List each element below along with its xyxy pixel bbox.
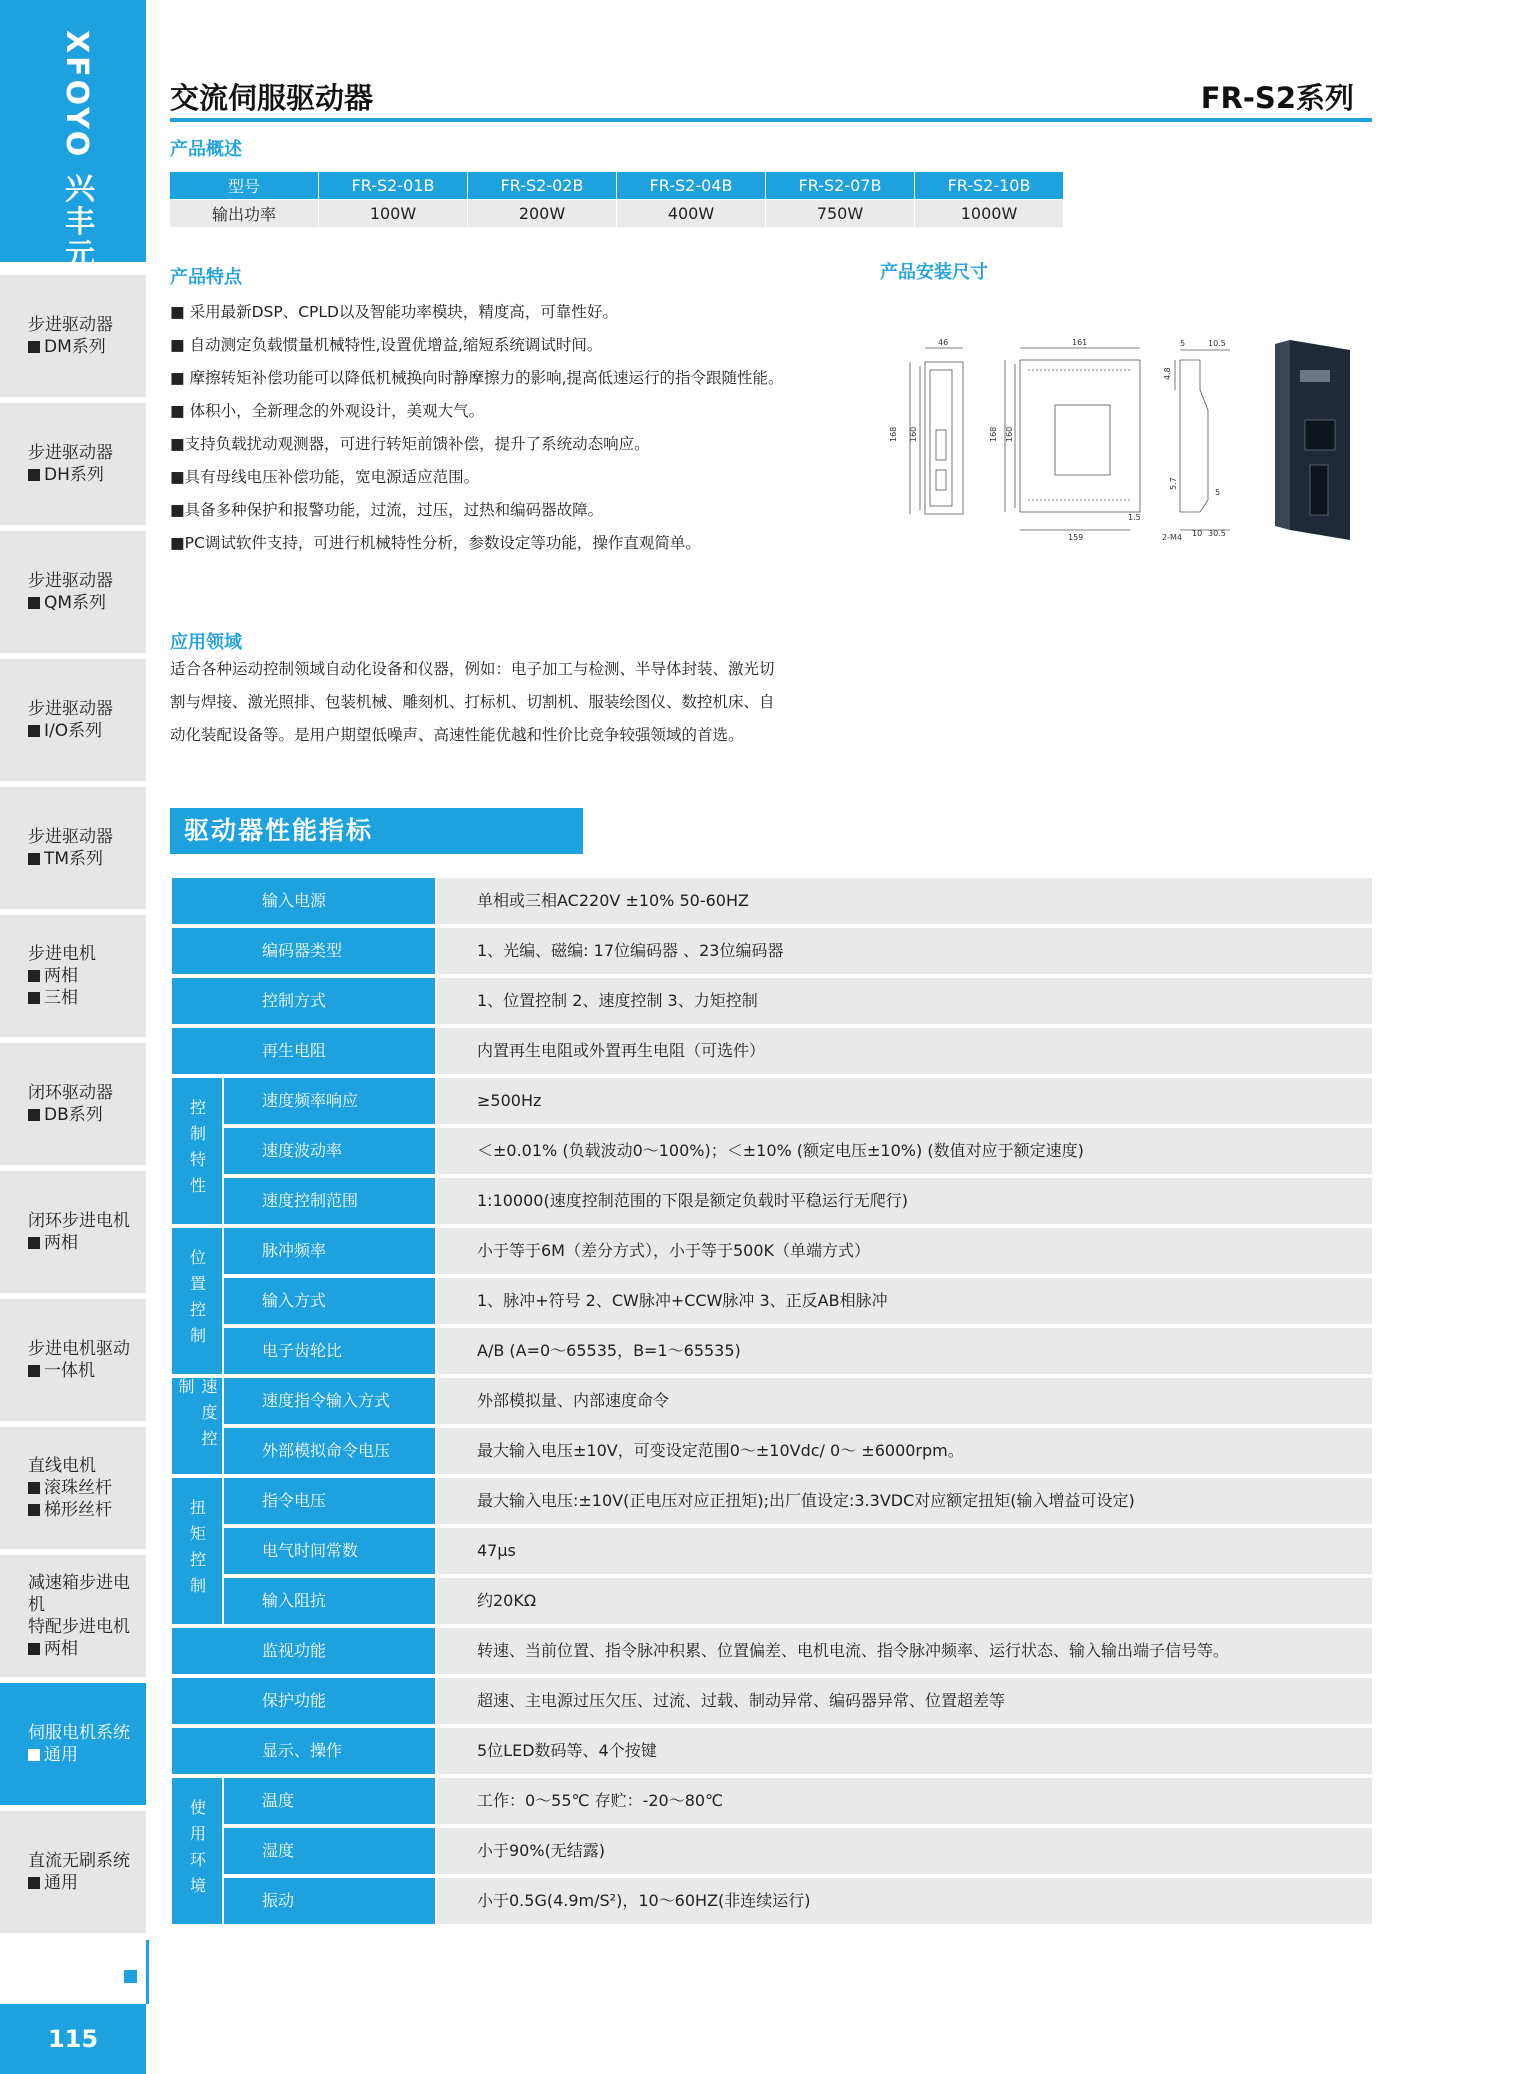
spec-row — [172, 1278, 1372, 1324]
spec-value: 1、位置控制 2、速度控制 3、力矩控制 — [437, 978, 1372, 1024]
sidebar-item-title: 步进驱动器 — [28, 315, 113, 335]
overview-heading: 产品概述 — [170, 139, 242, 160]
spec-value: 1:10000(速度控制范围的下限是额定负载时平稳运行无爬行) — [437, 1178, 1372, 1224]
sidebar-item-db[interactable] — [0, 1043, 146, 1165]
spec-row — [172, 1728, 1372, 1774]
sidebar-item-title: 步进电机驱动 — [28, 1339, 130, 1359]
sidebar-item-sub: 一体机 — [44, 1361, 95, 1381]
dim-label: 10.5 — [1208, 339, 1226, 348]
feature-item: ■ 自动测定负载惯量机械特性,设置优增益,缩短系统调试时间。 — [170, 336, 603, 354]
power-cell: 200W — [468, 200, 617, 228]
power-cell: 100W — [319, 200, 468, 228]
spec-key: 速度控制范围 — [224, 1178, 435, 1224]
spec-row — [172, 1578, 1372, 1624]
spec-key: 速度指令输入方式 — [224, 1378, 435, 1424]
sidebar-item-sub: I/O系列 — [44, 721, 103, 741]
sidebar-item-sub: 两相 — [44, 1233, 78, 1253]
dim-label: 46 — [938, 338, 949, 347]
sidebar-item-bldc[interactable] — [0, 1811, 146, 1933]
sidebar-item-title: 伺服电机系统 — [28, 1723, 130, 1743]
spec-value: 1、光编、磁编: 17位编码器 、23位编码器 — [437, 928, 1372, 974]
sidebar-item-title: 步进驱动器 — [28, 827, 113, 847]
spec-row — [172, 1878, 1372, 1924]
sidebar-item-closed-loop-motor[interactable] — [0, 1171, 146, 1293]
spec-key: 指令电压 — [224, 1478, 435, 1524]
overview-table — [170, 172, 1064, 227]
spec-value: 内置再生电阻或外置再生电阻（可选件） — [437, 1028, 1372, 1074]
model-cell: FR-S2-10B — [915, 172, 1064, 200]
sidebar-divider — [146, 1940, 149, 2004]
spec-row — [172, 978, 1372, 1024]
spec-key: 湿度 — [224, 1828, 435, 1874]
sidebar-item-title: 闭环步进电机 — [28, 1211, 130, 1231]
sidebar-item-title: 直线电机 — [28, 1456, 96, 1476]
dim-label: 2-M4 — [1162, 533, 1182, 542]
sidebar-item-sub: 通用 — [44, 1745, 78, 1765]
sidebar-item-title: 直流无刷系统 — [28, 1851, 130, 1871]
sidebar-item-sub: 两相 — [44, 966, 78, 986]
spec-row — [172, 1228, 1372, 1274]
model-cell: FR-S2-01B — [319, 172, 468, 200]
performance-heading: 驱动器性能指标 — [170, 808, 583, 854]
mounting-view-drawing — [1175, 350, 1230, 530]
power-cell: 750W — [766, 200, 915, 228]
spec-row — [172, 1128, 1372, 1174]
sidebar-item-title: 闭环驱动器 — [28, 1083, 113, 1103]
title-rule — [170, 118, 1372, 122]
spec-value: 1、脉冲+符号 2、CW脉冲+CCW脉冲 3、正反AB相脉冲 — [437, 1278, 1372, 1324]
dim-label: 4.8 — [1163, 367, 1172, 380]
page-title: 交流伺服驱动器 — [170, 81, 374, 115]
spec-row — [172, 1678, 1372, 1724]
spec-key: 速度波动率 — [224, 1128, 435, 1174]
dimensions-heading: 产品安装尺寸 — [880, 262, 988, 283]
sidebar-item-sub: DB系列 — [44, 1105, 103, 1125]
model-label: 型号 — [170, 172, 319, 200]
group-label: 扭矩控制 — [187, 1499, 207, 1603]
dim-label: 5.7 — [1169, 477, 1178, 490]
spec-row — [172, 1328, 1372, 1374]
sidebar-item-sub: 两相 — [44, 1639, 78, 1659]
group-label: 速度控制 — [176, 1378, 218, 1456]
spec-value: 47μs — [437, 1528, 1372, 1574]
dim-label: 30.5 — [1208, 529, 1226, 538]
spec-row — [172, 1078, 1372, 1124]
power-cell: 400W — [617, 200, 766, 228]
spec-key: 振动 — [224, 1878, 435, 1924]
spec-value: 最大输入电压:±10V(正电压对应正扭矩);出厂值设定:3.3VDC对应额定扭矩(输入增益可设定) — [437, 1478, 1372, 1524]
sidebar-item-sub: 梯形丝杆 — [44, 1500, 112, 1520]
dim-label: 5 — [1180, 339, 1186, 348]
sidebar-item-title: 步进驱动器 — [28, 699, 113, 719]
spec-value: ＜±0.01% (负载波动0～100%)；＜±10% (额定电压±10%) (数值对应于额定速度) — [437, 1128, 1372, 1174]
power-cell: 1000W — [915, 200, 1064, 228]
spec-value: 小于90%(无结露) — [437, 1828, 1372, 1874]
feature-item: ■支持负载扰动观测器，可进行转矩前馈补偿，提升了系统动态响应。 — [170, 435, 650, 453]
application-heading: 应用领域 — [170, 632, 242, 653]
spec-row — [172, 1478, 1372, 1524]
spec-value: A/B (A=0～65535，B=1～65535) — [437, 1328, 1372, 1374]
spec-row — [172, 1628, 1372, 1674]
spec-row — [172, 928, 1372, 974]
dimension-drawing — [880, 330, 1380, 545]
sidebar-item-dh[interactable] — [0, 403, 146, 525]
features-heading: 产品特点 — [170, 267, 242, 288]
spec-row — [172, 1528, 1372, 1574]
spec-row — [172, 1178, 1372, 1224]
dim-label: 10 — [1192, 529, 1203, 538]
spec-key: 输入电源 — [172, 878, 435, 924]
spec-value: 约20KΩ — [437, 1578, 1372, 1624]
group-label: 控制特性 — [187, 1099, 207, 1203]
dim-label: 1.5 — [1128, 513, 1141, 522]
spec-value: 转速、当前位置、指令脉冲积累、位置偏差、电机电流、指令脉冲频率、运行状态、输入输出端子信号等。 — [437, 1628, 1372, 1674]
sidebar-item-sub: 三相 — [44, 988, 78, 1008]
sidebar-item-title-2: 特配步进电机 — [28, 1617, 130, 1637]
spec-value: 外部模拟量、内部速度命令 — [437, 1378, 1372, 1424]
spec-row — [172, 1778, 1372, 1824]
dim-label: 168 — [989, 426, 998, 442]
sidebar-item-sub: QM系列 — [44, 593, 107, 613]
sidebar-item-io[interactable] — [0, 659, 146, 781]
dim-label: 160 — [1005, 426, 1014, 442]
feature-item: ■ 体积小，全新理念的外观设计，美观大气。 — [170, 402, 485, 420]
sidebar-item-qm[interactable] — [0, 531, 146, 653]
sidebar-item-sub: 滚珠丝杆 — [44, 1478, 112, 1498]
spec-row — [172, 1378, 1372, 1424]
sidebar-item-sub: TM系列 — [44, 849, 104, 869]
power-label: 输出功率 — [170, 200, 319, 228]
model-cell: FR-S2-07B — [766, 172, 915, 200]
sidebar-item-integrated[interactable] — [0, 1299, 146, 1421]
group-label: 使用环境 — [187, 1799, 207, 1903]
spec-row — [172, 878, 1372, 924]
sidebar-item-sub: DH系列 — [44, 465, 104, 485]
sidebar-item-title: 减速箱步进电机 — [28, 1573, 130, 1615]
sidebar-item-servo[interactable] — [0, 1683, 146, 1805]
spec-key: 输入方式 — [224, 1278, 435, 1324]
sidebar-item-title: 步进驱动器 — [28, 571, 113, 591]
spec-value: 超速、主电源过压欠压、过流、过载、制动异常、编码器异常、位置超差等 — [437, 1678, 1372, 1724]
sidebar-item-title: 步进驱动器 — [28, 443, 113, 463]
model-cell: FR-S2-02B — [468, 172, 617, 200]
sidebar-item-tm[interactable] — [0, 787, 146, 909]
spec-value: 单相或三相AC220V ±10% 50-60HZ — [437, 878, 1372, 924]
feature-item: ■ 采用最新DSP、CPLD以及智能功率模块，精度高，可靠性好。 — [170, 303, 618, 321]
model-cell: FR-S2-04B — [617, 172, 766, 200]
spec-key: 电子齿轮比 — [224, 1328, 435, 1374]
sidebar-item-sub: 通用 — [44, 1873, 78, 1893]
application-text: 适合各种运动控制领域自动化设备和仪器，例如：电子加工与检测、半导体封装、激光切割与焊接、激光照排、包装机械、雕刻机、打标机、切割机、服装绘图仪、数控机床、自动化装配设备等。是用户期望低噪声、高速性能优越和性价比竞争较强领域的首选。 — [170, 660, 775, 744]
feature-item: ■具备多种保护和报警功能，过流，过压，过热和编码器故障。 — [170, 501, 604, 519]
dim-label: 5 — [1215, 488, 1221, 497]
spec-key: 输入阻抗 — [224, 1578, 435, 1624]
spec-key: 脉冲频率 — [224, 1228, 435, 1274]
page-number: 115 — [0, 2004, 146, 2074]
sidebar-item-stepper-motor[interactable] — [0, 915, 146, 1037]
spec-row — [172, 1428, 1372, 1474]
spec-row — [172, 1828, 1372, 1874]
features-list — [170, 296, 784, 560]
spec-key: 监视功能 — [172, 1628, 435, 1674]
sidebar-item-gearbox[interactable] — [0, 1555, 146, 1677]
series-name: FR-S2系列 — [1200, 81, 1354, 115]
spec-value: 最大输入电压±10V，可变设定范围0～±10Vdc/ 0～ ±6000rpm。 — [437, 1428, 1372, 1474]
dim-label: 159 — [1068, 533, 1084, 542]
spec-key: 外部模拟命令电压 — [224, 1428, 435, 1474]
spec-key: 控制方式 — [172, 978, 435, 1024]
spec-key: 电气时间常数 — [224, 1528, 435, 1574]
dim-label: 161 — [1072, 338, 1088, 347]
dim-label: 168 — [889, 426, 898, 442]
sidebar-marker — [124, 1970, 137, 1983]
spec-value: 小于等于6M（差分方式），小于等于500K（单端方式） — [437, 1228, 1372, 1274]
sidebar-item-title: 步进电机 — [28, 944, 96, 964]
spec-key: 再生电阻 — [172, 1028, 435, 1074]
feature-item: ■具有母线电压补偿功能，宽电源适应范围。 — [170, 468, 480, 486]
spec-value: 工作：0～55℃ 存贮：-20～80℃ — [437, 1778, 1372, 1824]
dim-label: 160 — [909, 426, 918, 442]
spec-key: 编码器类型 — [172, 928, 435, 974]
spec-key: 保护功能 — [172, 1678, 435, 1724]
spec-value: ≥500Hz — [437, 1078, 1372, 1124]
spec-key: 温度 — [224, 1778, 435, 1824]
spec-key: 显示、操作 — [172, 1728, 435, 1774]
spec-key: 速度频率响应 — [224, 1078, 435, 1124]
spec-value: 小于0.5G(4.9m/S²)，10～60HZ(非连续运行) — [437, 1878, 1372, 1924]
spec-value: 5位LED数码等、4个按键 — [437, 1728, 1372, 1774]
spec-row — [172, 1028, 1372, 1074]
feature-item: ■PC调试软件支持，可进行机械特性分析，参数设定等功能，操作直观简单。 — [170, 534, 701, 552]
brand-block — [0, 0, 146, 272]
sidebar-item-dm[interactable] — [0, 275, 146, 397]
product-photo — [1275, 340, 1350, 540]
sidebar-item-linear[interactable] — [0, 1427, 146, 1549]
front-view-drawing — [1005, 348, 1140, 530]
brand-name: XFOYO 兴丰元 — [59, 30, 94, 272]
group-label: 位置控制 — [187, 1249, 207, 1353]
sidebar-item-sub: DM系列 — [44, 337, 106, 357]
feature-item: ■ 摩擦转矩补偿功能可以降低机械换向时静摩擦力的影响,提高低速运行的指令跟随性能。 — [170, 369, 784, 387]
